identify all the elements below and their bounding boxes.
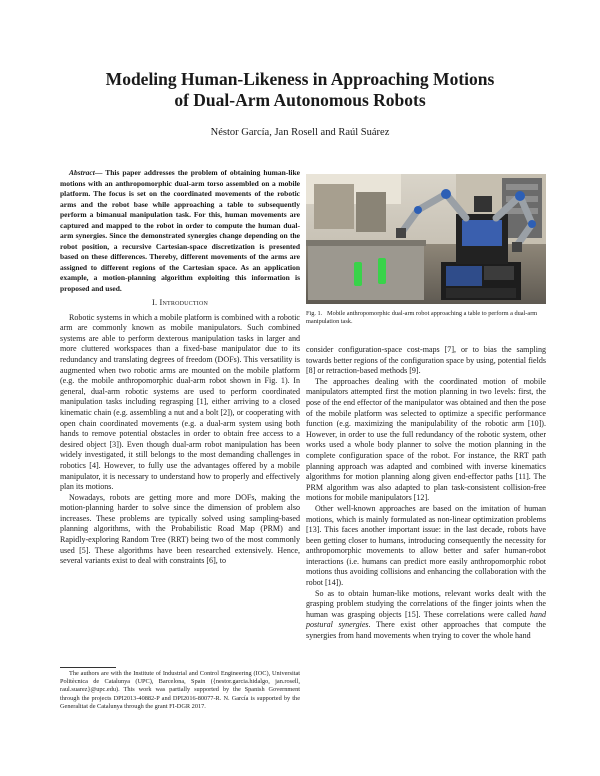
emphasis-term: hand postural synergies: [306, 609, 546, 630]
paper-title: [60, 69, 540, 111]
figure-caption-text: Mobile anthropomorphic dual-arm robot approaching a table to perform a dual-arm manipulation task.: [306, 310, 538, 326]
section-heading: [60, 298, 300, 309]
title-line-1: Modeling Human-Likeness in Approaching Motions: [105, 69, 495, 89]
figure-caption: [306, 310, 546, 327]
abstract-label: Abstract: [69, 168, 95, 177]
paragraph: Nowadays, robots are getting more and more DOFs, making the motion-planning harder to solve since the dimension of problem also increases. These problems are typically solved using sampling-based planning algorithms, with the Probabilistic Road Map (PRM) and Rapidly-exploring Random Tree (RRT) being two of the most commonly used [5]. These algorithms have been researched extensively. Hence, several variants exist to deal with constraints [6], to: [60, 492, 300, 566]
right-column: [306, 345, 546, 642]
section-number: I.: [151, 298, 158, 307]
section-title: Introduction: [159, 298, 209, 307]
figure-label: Fig. 1.: [306, 310, 323, 317]
paragraph: The approaches dealing with the coordinated motion of mobile manipulators attempted first the motion planning in two levels: first, the pose of the end effector of the manipulator was obtained and then the pose of the mobile platform was selected to optimize a specific performance function (e.g. maximizing the manipulability of the robotic arm [10]). However, in order to use the full redundancy of the robotic system, other works used a whole body planner to solve the motion planning in the complete configuration space of the robot. For instance, the RRT path planning approach was adapted and combined with inverse kinematics algorithms for motion planning along given end-effector paths [11]. The PRM algorithm was also adapted to plan task-consistent collision-free motions for mobile manipulators [12].: [306, 376, 546, 503]
paragraph: Robotic systems in which a mobile platform is combined with a robotic arm are commonly known as mobile manipulators. Such combined systems are able to perform dexterous manipulation tasks in larger and more cluttered workspaces than a fixed-base manipulator due to its redundancy and translating degrees of freedom (DOFs). This versatility is augmented when two robotic arms are mounted on the mobile platform (e.g. the mobile anthropomorphic dual-arm robot shown in Fig. 1). In general, dual-arm robotic systems are used to perform coordinated manipulation tasks including regrasping [1], either arriving to a closed kinematic chain (e.g. assembling a nut and a bolt [2]), or cooperating with open chain coordinated movements (e.g. a dual-arm system using both hands to remove potential obstacles in order to obtain free access to a desired object [3]). Even though dual-arm robot manipulation has been widely investigated, it still belongs to the most demanding challenges in robotics [4]. However, to fully use the advantages offered by a mobile manipulator, it is necessary to understand how to properly and effectively plan its motions.: [60, 312, 300, 492]
authors: Néstor García, Jan Rosell and Raúl Suárez: [210, 127, 390, 138]
paragraph-last: [306, 589, 546, 642]
left-column: [60, 168, 300, 567]
paragraph-text: So as to obtain human-like motions, relevant works dealt with the grasping problem studying the correlations of the finger joints when the human was grasping objects [15]. These correlations were called: [306, 588, 546, 619]
paragraph: Other well-known approaches are based on the imitation of human motions, which is mainly formulated as non-linear optimization problems [13]. This faces another important issue: in the last decade, robots have been getting closer to humans, introducing consequently the necessity for anthropomorphic movements to allow better and safer human-robot interactions (i.e. humans can predict more easily anthropomorphic robot motions thus avoiding collisions and enhancing the collaboration with the robot [14]).: [306, 503, 546, 588]
title-line-2: of Dual-Arm Autonomous Robots: [174, 90, 426, 110]
footnote: The authors are with the Institute of Industrial and Control Engineering (IOC), Universitat Politècnica de Catalunya (UPC), Barcelona, Spain ({nestor.garcia.hidalgo, jan.rosell, raul.suarez}@upc.edu). This work was partially supported by the Spanish Government through the projects DPI2013-40882-P and DPI2016-80077-R. N. García is supported by the Generalitat de Catalunya through the grant FI-DGR 2017.: [60, 670, 300, 710]
robot-photo: [306, 174, 546, 304]
paragraph: consider configuration-space cost-maps [7], or to bias the sampling towards better regions of the configuration space by using, potential fields [8] or retraction-based methods [9].: [306, 345, 546, 376]
paragraph-tail: . There exist other approaches that compute the synergies from hand movements when trying to cover the whole hand: [306, 620, 546, 641]
abstract: [60, 168, 300, 294]
footnote-rule: [60, 667, 116, 668]
abstract-text: — This paper addresses the problem of obtaining human-like motions with an anthropomorphic dual-arm torso assembled on a mobile platform. The focus is set on the coordinated movements of the robotic arms and the robot base while approaching a table to subsequently perform a bimanual manipulation task. For this, human movements are captured and mapped to the robot in order to compute the human dual-arm synergies. Since the demonstrated synergies change depending on the robot position, a recursive Cartesian-space discretization is presented based on these differences. Thereby, different movements of the arms are assigned to different regions of the Cartesian space. As an application example, a motion-planning algorithm exploiting this information is proposed and used.: [60, 168, 300, 293]
